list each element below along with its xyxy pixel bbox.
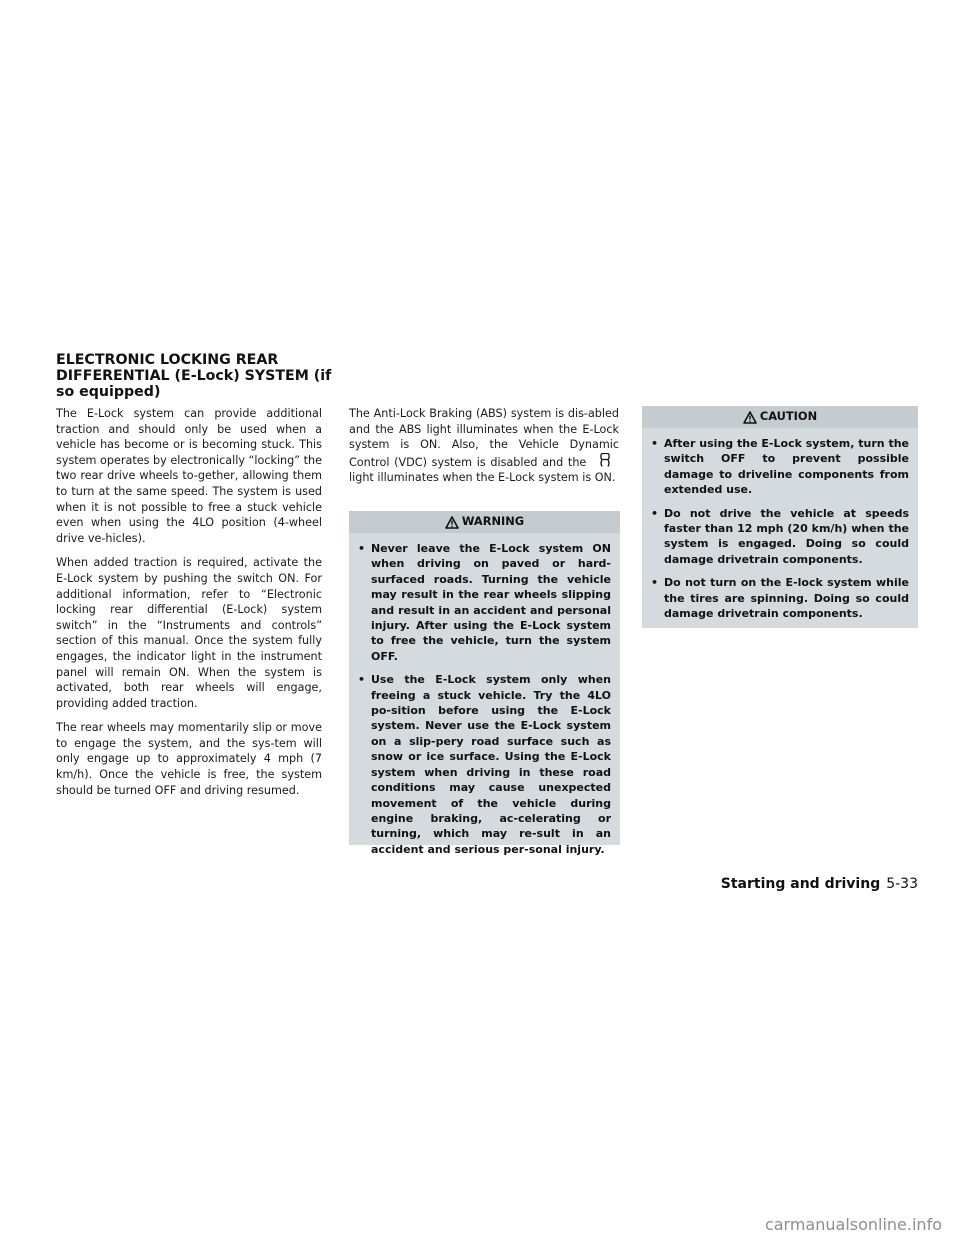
footer-section-title: Starting and driving (720, 876, 881, 892)
bullet: • (358, 542, 366, 555)
caution-list (642, 428, 918, 631)
list-item-text: Never leave the E-Lock system ON when driving on paved or hard-surfaced roads. Turning the vehicle may result in the rear wheels slipping and result in an accident and personal injury. After using the E-Lock system to free the vehicle, turn the system OFF. (371, 542, 611, 663)
list-item (651, 436, 909, 498)
heading-line: ELECTRONIC LOCKING REAR (56, 352, 279, 368)
warning-list (349, 533, 620, 867)
paragraph: The E-Lock system can provide additional traction and should only be used when a vehicle has become or is becoming stuck. This system operates by electronically “locking” the two rear drive wheels to-gether, allowing them to turn at the same speed. The system is used when it is not possible to free a stuck vehicle even when using the 4LO position (4-wheel drive ve-hicles). (56, 407, 322, 545)
page-number: 5-33 (886, 876, 918, 892)
paragraph-text-after: light illuminates when the E-Lock system is ON. (349, 471, 616, 485)
caution-header (642, 406, 918, 428)
heading-line: DIFFERENTIAL (E-Lock) SYSTEM (if (56, 368, 332, 384)
list-item (358, 672, 611, 857)
page-footer (721, 876, 918, 892)
warning-box (349, 511, 620, 856)
caution-title: CAUTION (759, 409, 818, 424)
list-item (651, 506, 909, 568)
heading-line: so equipped) (56, 384, 161, 400)
paragraph-text-before: The Anti-Lock Braking (ABS) system is dis-abled and the ABS light illuminates when the E-Lock system is ON. Also, the Vehicle Dynamic Control (VDC) system is disabled and the (349, 407, 619, 469)
paragraph-abs-vdc (349, 406, 619, 486)
list-item-text: After using the E-Lock system, turn the switch OFF to prevent possible damage to driveline components from extended use. (664, 437, 909, 497)
bullet: • (651, 506, 659, 520)
middle-column (349, 406, 619, 495)
warning-triangle-icon (743, 411, 757, 424)
warning-header (349, 511, 620, 533)
list-item-text: Do not drive the vehicle at speeds faster than 12 mph (20 km/h) when the system is engaged. Doing so could damage drivetrain components. (664, 506, 909, 566)
watermark: carmanualsonline.info (764, 1215, 942, 1234)
bullet: • (651, 576, 659, 590)
paragraph: The rear wheels may momentarily slip or move to engage the system, and the sys-tem will only engage up to approximately 4 mph (7 km/h). Once the vehicle is free, the system should be turned OFF and driving resumed. (56, 721, 322, 797)
list-item-text: Do not turn on the E-lock system while the tires are spinning. Doing so could damage drivetrain components. (664, 576, 909, 621)
list-item (358, 541, 611, 664)
bullet: • (358, 673, 366, 687)
caution-box (642, 406, 918, 628)
bullet: • (651, 437, 659, 450)
left-column (56, 406, 322, 807)
warning-triangle-icon (445, 516, 459, 529)
warning-title: WARNING (461, 514, 525, 529)
list-item-text: Use the E-Lock system only when freeing a stuck vehicle. Try the 4LO po-sition before using the E-Lock system. Never use the E-Lock system on a slip-pery road surface such as snow or ice surface. Using the E-Lock system when driving in these road conditions may cause unexpected movement of the vehicle during engine braking, ac-celerating or turning, which may re-sult in an accident and serious per-sonal injury. (371, 673, 611, 856)
list-item (651, 575, 909, 621)
section-heading (56, 352, 336, 400)
paragraph: When added traction is required, activate the E-Lock system by pushing the switch ON. For additional information, refer to “Electronic locking rear differential (E-Lock) system switch” in the “Instruments and controls” section of this manual. Once the system fully engages, the indicator light in the instrument panel will remain ON. When the system is activated, both rear wheels will engage, providing added traction. (56, 556, 322, 710)
vdc-off-light-icon (591, 453, 619, 466)
